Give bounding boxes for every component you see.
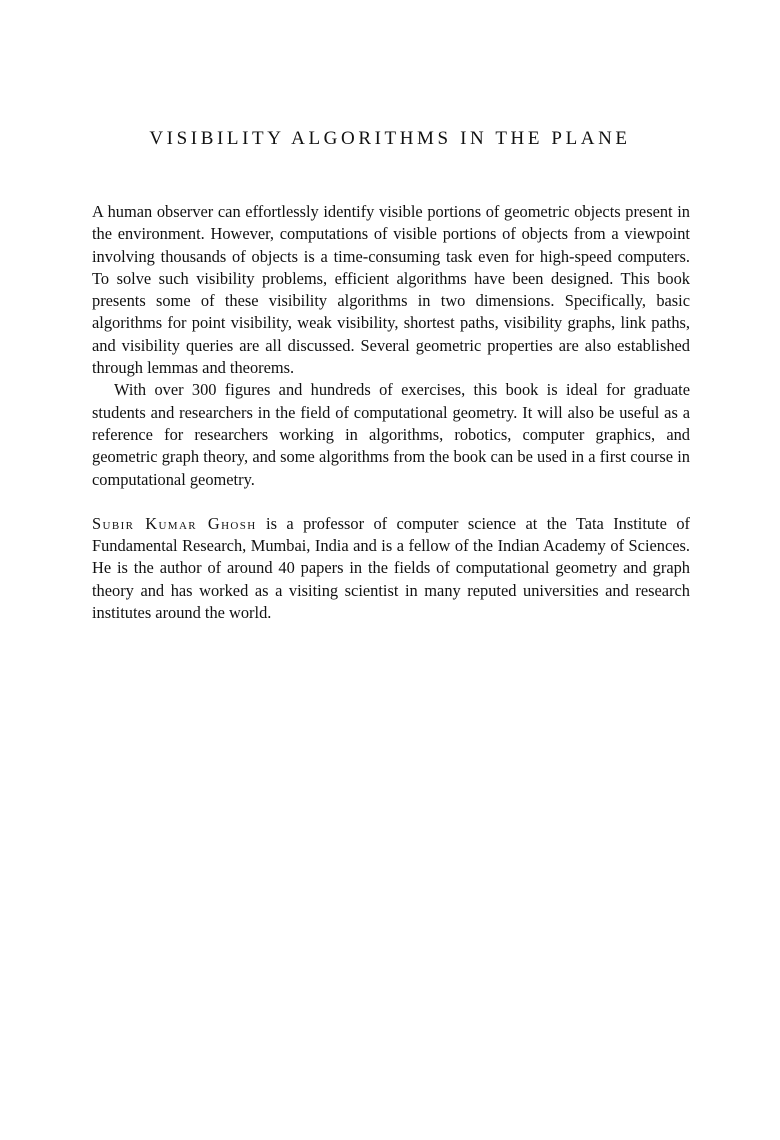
author-bio-text: is a professor of computer science at the Tata Institute of Fundamental Research, Mumbai, India and is a fellow of the Indian Academy of Sciences. He is the author of around 40 papers in the fields of computational geometry and graph theory and has worked as a visiting scientist in many reputed universities and research institutes around the world.	[92, 513, 690, 623]
author-bio	[92, 513, 690, 624]
description-paragraph-2: With over 300 figures and hundreds of exercises, this book is ideal for graduate students and researchers in the field of computational geometry. It will also be useful as a reference for researchers working in algorithms, robotics, computer graphics, and geometric graph theory, and some algorithms from the book can be used in a first course in computational geometry.	[92, 380, 690, 489]
description-body	[92, 201, 690, 624]
author-name: Subir Kumar Ghosh	[92, 513, 257, 533]
description-paragraph-1: A human observer can effortlessly identify visible portions of geometric objects present in the environment. However, computations of visible portions of objects from a viewpoint involving thousands of objects is a time-consuming task even for high-speed computers. To solve such visibility problems, efficient algorithms have been designed. This book presents some of these visibility algorithms in two dimensions. Specifically, basic algorithms for point visibility, weak visibility, shortest paths, visibility graphs, link paths, and visibility queries are all discussed. Several geometric properties are also established through lemmas and theorems.	[92, 202, 690, 378]
book-title: VISIBILITY ALGORITHMS IN THE PLANE	[149, 128, 631, 149]
